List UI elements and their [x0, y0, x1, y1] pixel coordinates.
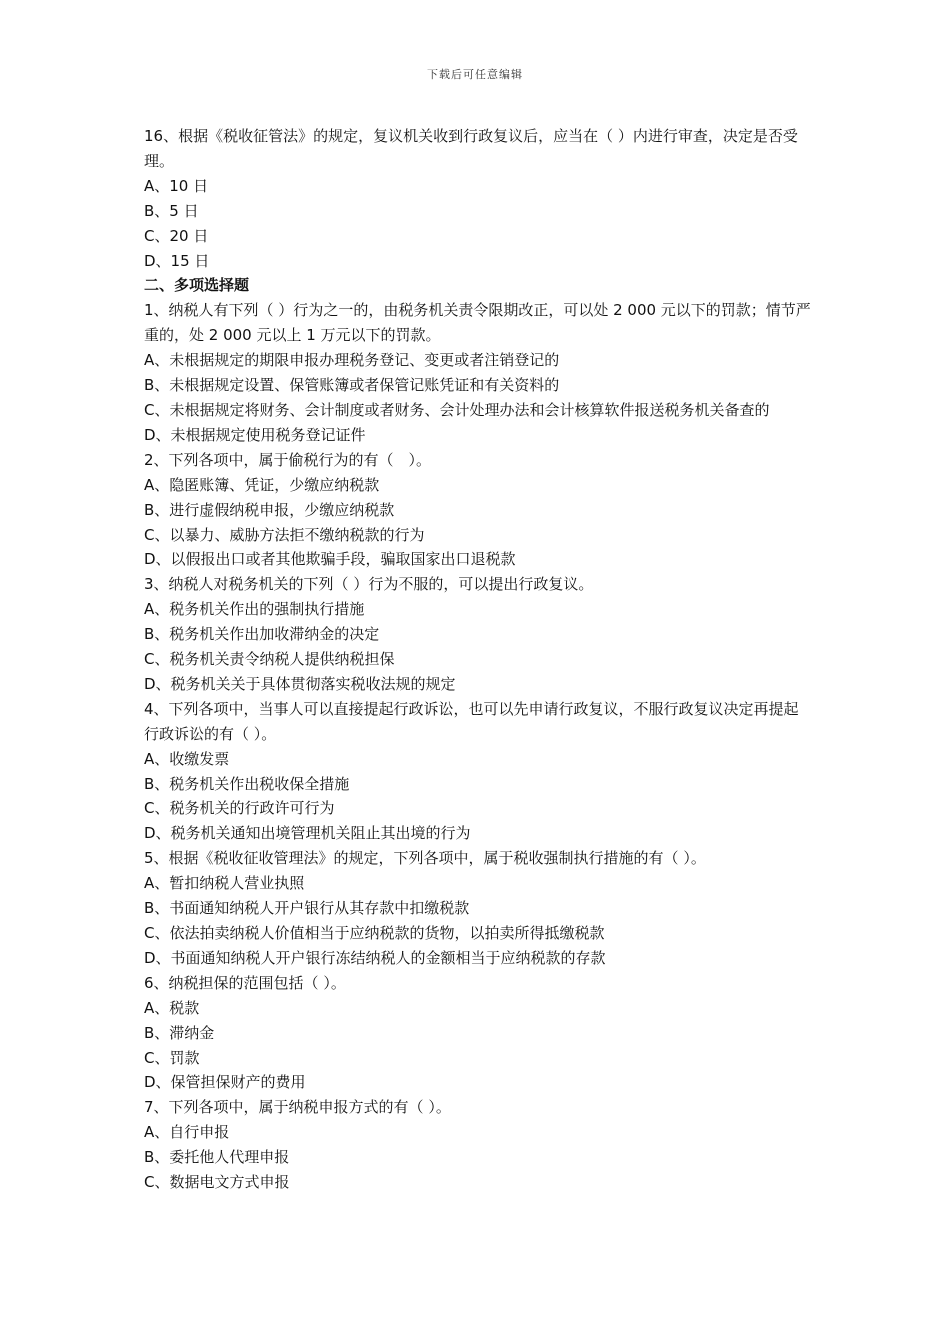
text-line: D、以假报出口或者其他欺骗手段，骗取国家出口退税款	[144, 550, 516, 569]
text-line: D、书面通知纳税人开户银行冻结纳税人的金额相当于应纳税款的存款	[144, 948, 606, 967]
text-line: D、税务机关通知出境管理机关阻止其出境的行为	[144, 824, 471, 843]
text-line: A、自行申报	[144, 1123, 230, 1142]
page-header: 下载后可任意编辑	[427, 68, 523, 81]
text-line: B、进行虚假纳税申报，少缴应纳税款	[144, 500, 395, 519]
text-line: B、委托他人代理申报	[144, 1148, 290, 1167]
text-line: C、税务机关责令纳税人提供纳税担保	[144, 650, 395, 669]
document-body	[144, 124, 812, 1195]
text-line: A、隐匿账簿、凭证，少缴应纳税款	[144, 475, 380, 494]
text-line: C、依法拍卖纳税人价值相当于应纳税款的货物，以拍卖所得抵缴税款	[144, 924, 605, 942]
text-line: 1、纳税人有下列（ ）行为之一的，由税务机关责令限期改正，可以处 2 000 元以下的罚款；情节严重的，处 2 000 元以上 1 万元以下的罚款。	[144, 301, 811, 345]
text-line: B、滞纳金	[144, 1023, 215, 1042]
text-line: C、未根据规定将财务、会计制度或者财务、会计处理办法和会计核算软件报送税务机关备查的	[144, 400, 770, 419]
text-line: 16、根据《税收征管法》的规定，复议机关收到行政复议后，应当在（ ）内进行审查，决定是否受理。	[144, 127, 798, 170]
text-line: 4、下列各项中，当事人可以直接提起行政诉讼，也可以先申请行政复议，不服行政复议决定再提起行政诉讼的有（ ）。	[144, 699, 799, 743]
text-line: B、未根据规定设置、保管账簿或者保管记账凭证和有关资料的	[144, 376, 560, 395]
text-line: B、税务机关作出加收滞纳金的决定	[144, 625, 380, 644]
text-line: C、税务机关的行政许可行为	[144, 799, 335, 818]
section-heading: 二、多项选择题	[144, 276, 250, 295]
text-line: C、数据电文方式申报	[144, 1173, 290, 1192]
text-line: 3、纳税人对税务机关的下列（ ）行为不服的，可以提出行政复议。	[144, 575, 594, 594]
text-line: B、税务机关作出税收保全措施	[144, 774, 350, 793]
text-line: C、20 日	[144, 226, 209, 245]
text-line: A、未根据规定的期限申报办理税务登记、变更或者注销登记的	[144, 351, 560, 370]
text-line: D、未根据规定使用税务登记证件	[144, 425, 366, 444]
text-line: 2、下列各项中，属于偷税行为的有（ ）。	[144, 450, 432, 469]
text-line: C、以暴力、威胁方法拒不缴纳税款的行为	[144, 525, 425, 544]
text-line: D、保管担保财产的费用	[144, 1073, 306, 1092]
text-line: B、书面通知纳税人开户银行从其存款中扣缴税款	[144, 899, 470, 918]
text-line: 7、下列各项中，属于纳税申报方式的有（ ）。	[144, 1098, 451, 1117]
text-line: A、税款	[144, 998, 200, 1017]
text-line: 6、纳税担保的范围包括（ ）。	[144, 973, 346, 992]
text-line: D、15 日	[144, 251, 210, 270]
text-line: C、罚款	[144, 1048, 200, 1067]
text-line: A、暂扣纳税人营业执照	[144, 874, 305, 893]
text-line: A、10 日	[144, 176, 209, 195]
text-line: D、税务机关关于具体贯彻落实税收法规的规定	[144, 674, 456, 693]
text-line: A、收缴发票	[144, 749, 230, 768]
text-line: 5、根据《税收征收管理法》的规定，下列各项中，属于税收强制执行措施的有（ ）。	[144, 849, 706, 868]
text-line: B、5 日	[144, 201, 199, 220]
text-line: A、税务机关作出的强制执行措施	[144, 600, 365, 619]
